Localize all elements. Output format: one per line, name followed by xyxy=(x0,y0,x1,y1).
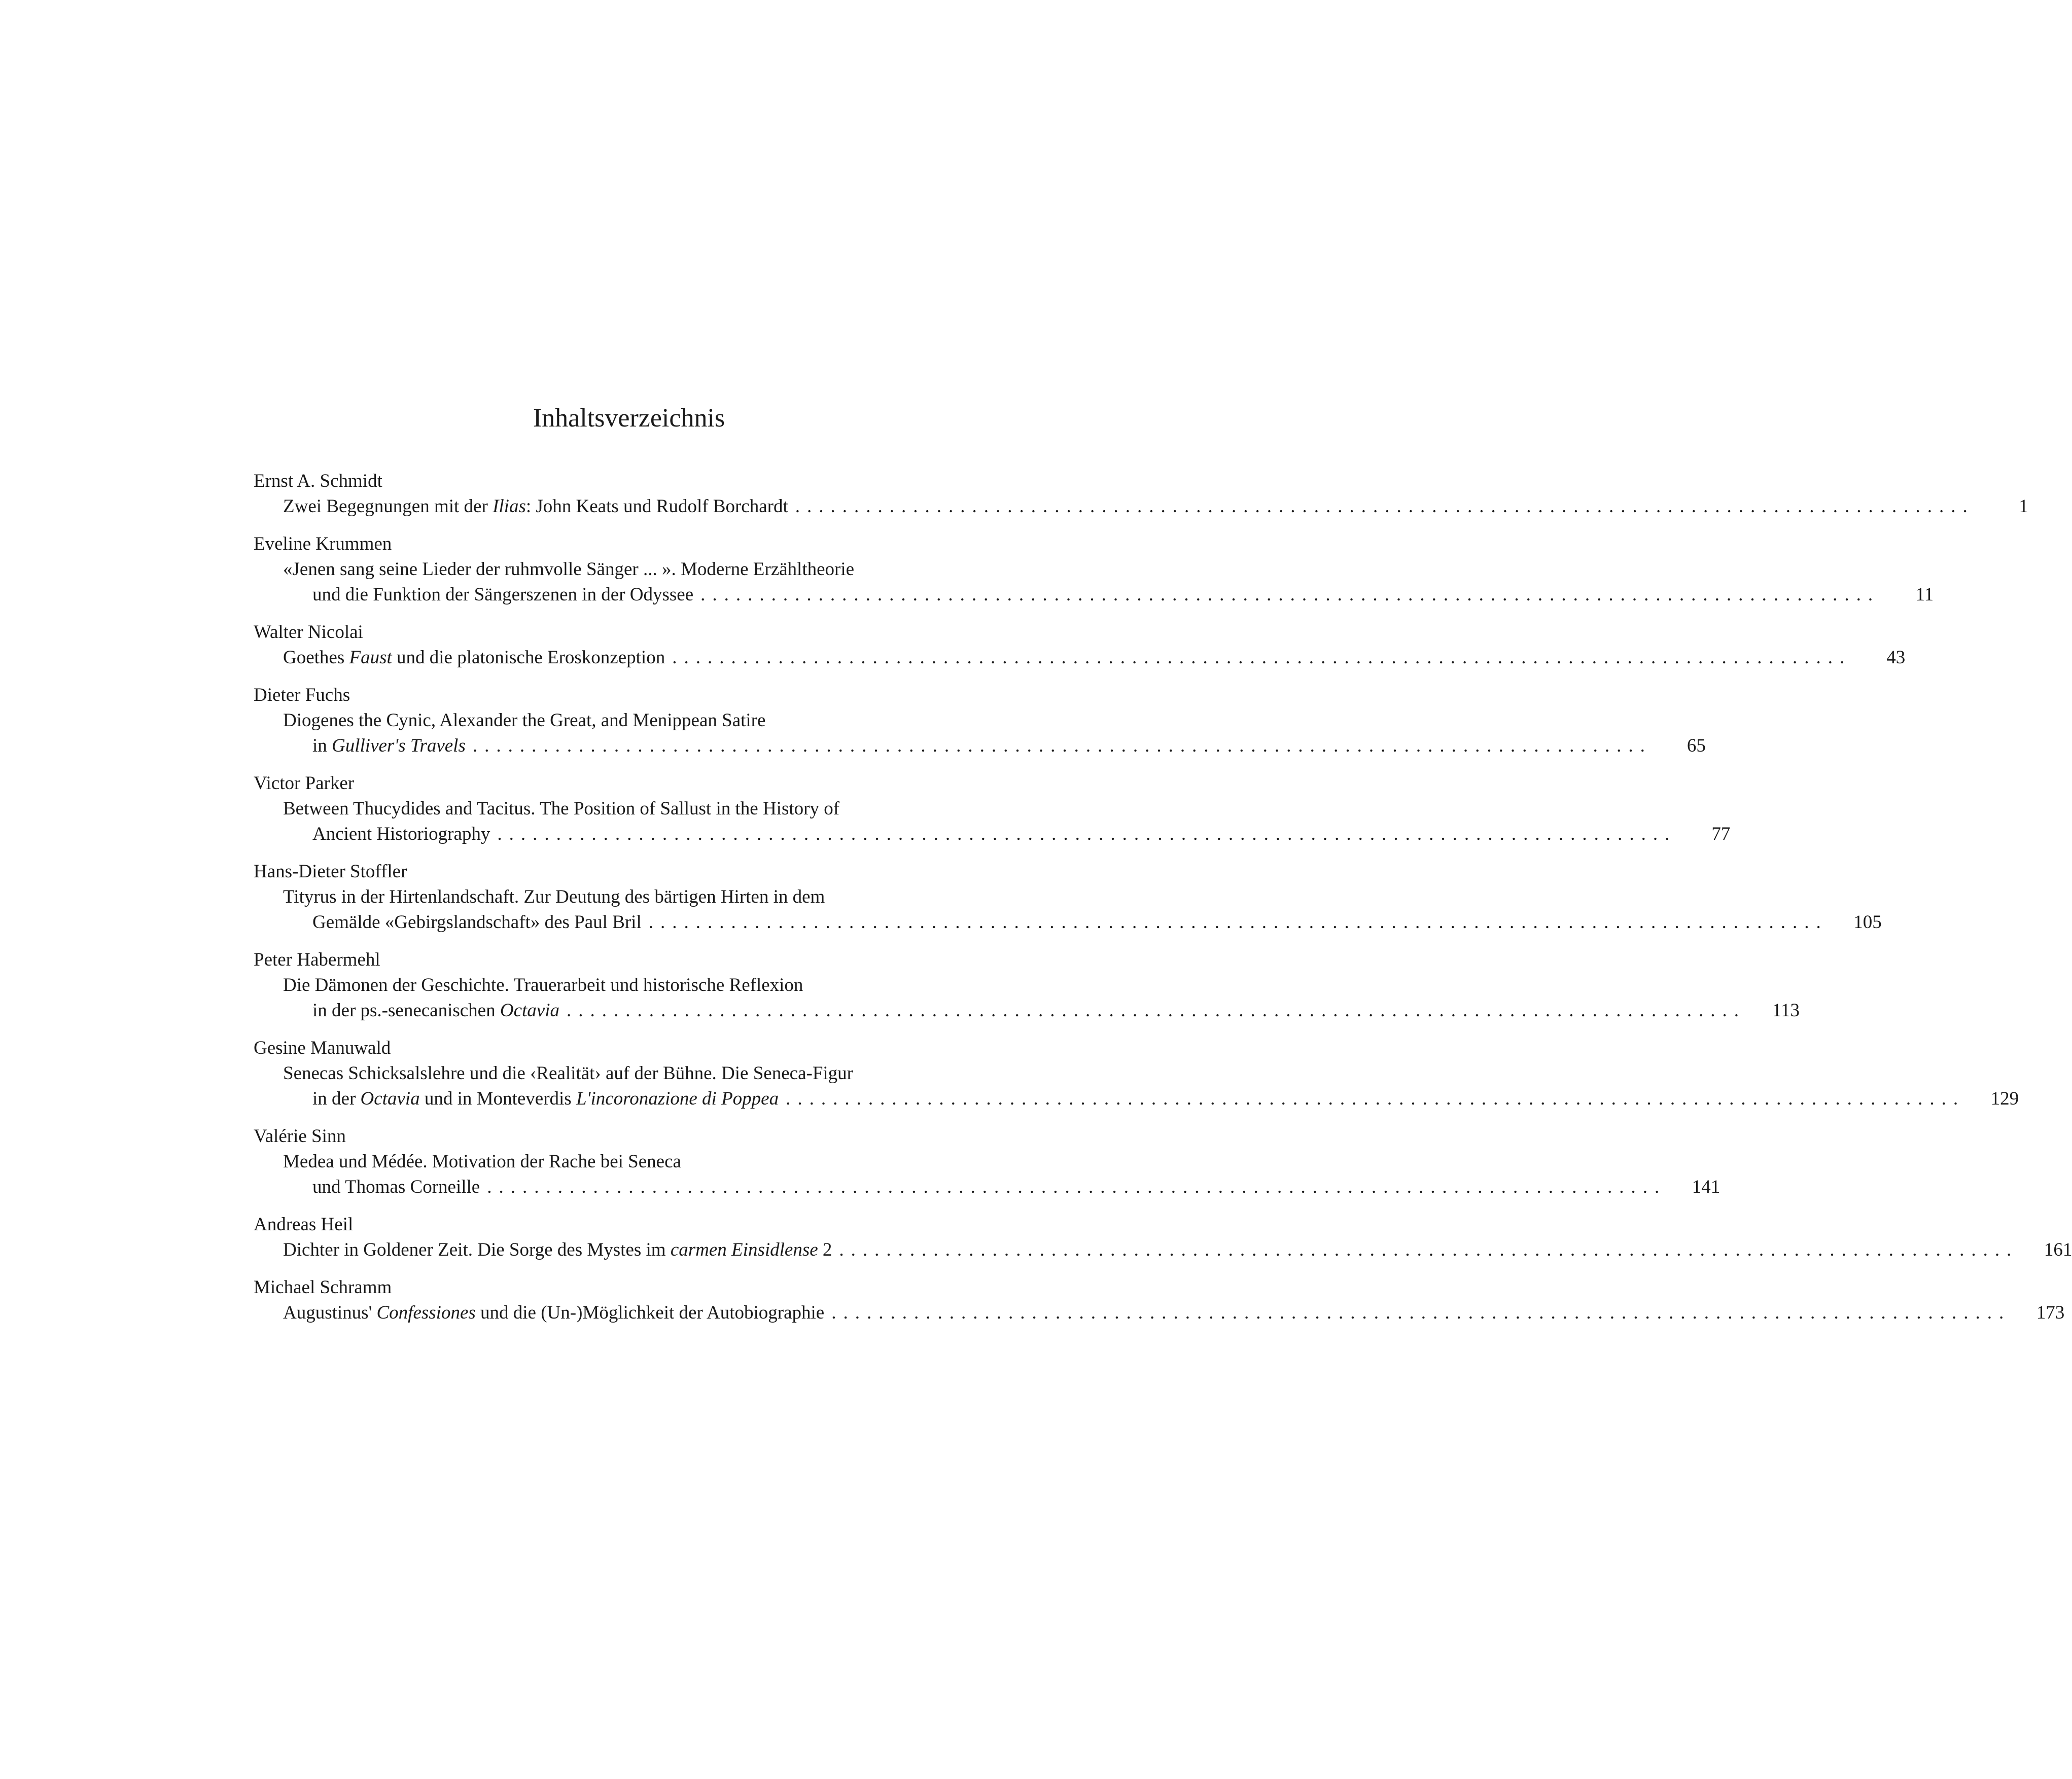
title-text: : John Keats und Rudolf Borchardt xyxy=(525,496,788,517)
leader-dots: .................................................................................................... xyxy=(786,1088,1965,1109)
leader-dots: .................................................................................................... xyxy=(472,735,1652,756)
toc-title-line[interactable] xyxy=(254,1300,2065,1326)
page-number: 141 xyxy=(1692,1177,1720,1197)
title-text: in der xyxy=(312,1088,361,1109)
leader-dots: .................................................................................................... xyxy=(795,496,1975,517)
toc-title-line[interactable] xyxy=(254,910,1882,935)
toc-entry-manuwald xyxy=(254,1036,2019,1112)
title-text: Ancient Historiography xyxy=(312,824,490,844)
title-text: Augustinus' xyxy=(283,1302,377,1323)
toc-author: Valérie Sinn xyxy=(254,1126,346,1147)
title-italic: carmen Einsidlense xyxy=(670,1239,818,1260)
toc-entry-nicolai xyxy=(254,620,1906,670)
toc-entry-habermehl xyxy=(254,947,1800,1023)
toc-title-line[interactable]: Die Dämonen der Geschichte. Trauerarbeit und historische Reflexion xyxy=(283,975,803,995)
toc-author: Eveline Krummen xyxy=(254,533,392,554)
title-italic: Faust xyxy=(349,647,392,668)
title-italic: L'incoronazione di Poppea xyxy=(576,1088,779,1109)
title-text: und die (Un-)Möglichkeit der Autobiographie xyxy=(475,1302,825,1323)
toc-entry-heil xyxy=(254,1212,2072,1263)
toc-title-line[interactable] xyxy=(254,645,1906,670)
title-text: Gemälde «Gebirgslandschaft» des Paul Bril xyxy=(312,912,642,933)
table-of-contents xyxy=(254,469,2072,1338)
toc-title-line[interactable]: Tityrus in der Hirtenlandschaft. Zur Deutung des bärtigen Hirten in dem xyxy=(283,886,825,907)
leader-dots: .................................................................................................... xyxy=(497,824,1677,844)
toc-title-line[interactable] xyxy=(254,998,1800,1023)
toc-author: Peter Habermehl xyxy=(254,949,380,970)
title-text: 2 xyxy=(818,1239,832,1260)
toc-entry-stoffler xyxy=(254,859,1882,935)
toc-author: Walter Nicolai xyxy=(254,622,363,643)
toc-author: Victor Parker xyxy=(254,773,355,794)
toc-title-line[interactable] xyxy=(254,822,1731,847)
toc-entry-schramm xyxy=(254,1275,2065,1326)
page-number: 1 xyxy=(2019,496,2028,517)
toc-title-line[interactable] xyxy=(254,1237,2072,1263)
leader-dots: .................................................................................................... xyxy=(831,1302,2011,1323)
page-number: 161 xyxy=(2044,1239,2072,1260)
leader-dots: .................................................................................................... xyxy=(700,584,1880,605)
title-italic: Gulliver's Travels xyxy=(332,735,466,756)
toc-entry-krummen xyxy=(254,531,1934,608)
page-number: 65 xyxy=(1687,735,1706,756)
page-number: 77 xyxy=(1711,824,1731,844)
title-text: und in Monteverdis xyxy=(419,1088,576,1109)
leader-dots: .................................................................................................... xyxy=(839,1239,2019,1260)
leader-dots: .................................................................................................... xyxy=(566,1000,1746,1021)
page-number: 43 xyxy=(1886,647,1906,668)
toc-entry-schmidt xyxy=(254,469,2028,519)
toc-title-line[interactable]: Senecas Schicksalslehre und die ‹Realität› auf der Bühne. Die Seneca-Figur xyxy=(283,1063,854,1084)
toc-author: Gesine Manuwald xyxy=(254,1038,391,1058)
page-number: 105 xyxy=(1853,912,1882,933)
toc-title-line[interactable]: Medea und Médée. Motivation der Rache bei Seneca xyxy=(283,1151,681,1172)
title-text: und die platonische Eroskonzeption xyxy=(392,647,665,668)
title-italic: Confessiones xyxy=(376,1302,476,1323)
toc-author: Ernst A. Schmidt xyxy=(254,471,382,491)
toc-entry-fuchs xyxy=(254,683,1706,759)
page-number: 113 xyxy=(1772,1000,1800,1021)
title-text: in der ps.-senecanischen xyxy=(312,1000,500,1021)
toc-title-line[interactable]: Diogenes the Cynic, Alexander the Great, and Menippean Satire xyxy=(283,710,766,731)
toc-author: Michael Schramm xyxy=(254,1277,392,1298)
toc-title-line[interactable]: Between Thucydides and Tacitus. The Position of Sallust in the History of xyxy=(283,798,840,819)
toc-author: Dieter Fuchs xyxy=(254,685,350,705)
leader-dots: .................................................................................................... xyxy=(648,912,1828,933)
title-italic: Ilias xyxy=(493,496,526,517)
page-number: 173 xyxy=(2036,1302,2065,1323)
title-italic: Octavia xyxy=(360,1088,420,1109)
leader-dots: .................................................................................................... xyxy=(672,647,1852,668)
toc-author: Andreas Heil xyxy=(254,1214,354,1235)
title-text: Zwei Begegnungen mit der xyxy=(283,496,493,517)
toc-title-line[interactable]: «Jenen sang seine Lieder der ruhmvolle Sänger ... ». Moderne Erzähltheorie xyxy=(283,559,855,580)
page-number: 11 xyxy=(1915,584,1934,605)
toc-entry-sinn xyxy=(254,1124,1720,1200)
toc-title-line[interactable] xyxy=(254,582,1934,608)
toc-title-line[interactable] xyxy=(254,733,1706,759)
toc-entry-parker xyxy=(254,771,1731,847)
title-text: Dichter in Goldener Zeit. Die Sorge des Mystes im xyxy=(283,1239,671,1260)
page-number: 129 xyxy=(1990,1088,2019,1109)
leader-dots: .................................................................................................... xyxy=(487,1177,1667,1197)
toc-title-line[interactable] xyxy=(254,1086,2019,1112)
title-text: in xyxy=(312,735,332,756)
title-text: und Thomas Corneille xyxy=(312,1177,480,1197)
title-text: und die Funktion der Sängerszenen in der Odyssee xyxy=(312,584,694,605)
page-title: Inhaltsverzeichnis xyxy=(533,404,725,433)
toc-title-line[interactable] xyxy=(254,494,2028,519)
toc-author: Hans-Dieter Stoffler xyxy=(254,861,407,882)
title-italic: Octavia xyxy=(500,1000,559,1021)
title-text: Goethes xyxy=(283,647,349,668)
toc-title-line[interactable] xyxy=(254,1175,1720,1200)
